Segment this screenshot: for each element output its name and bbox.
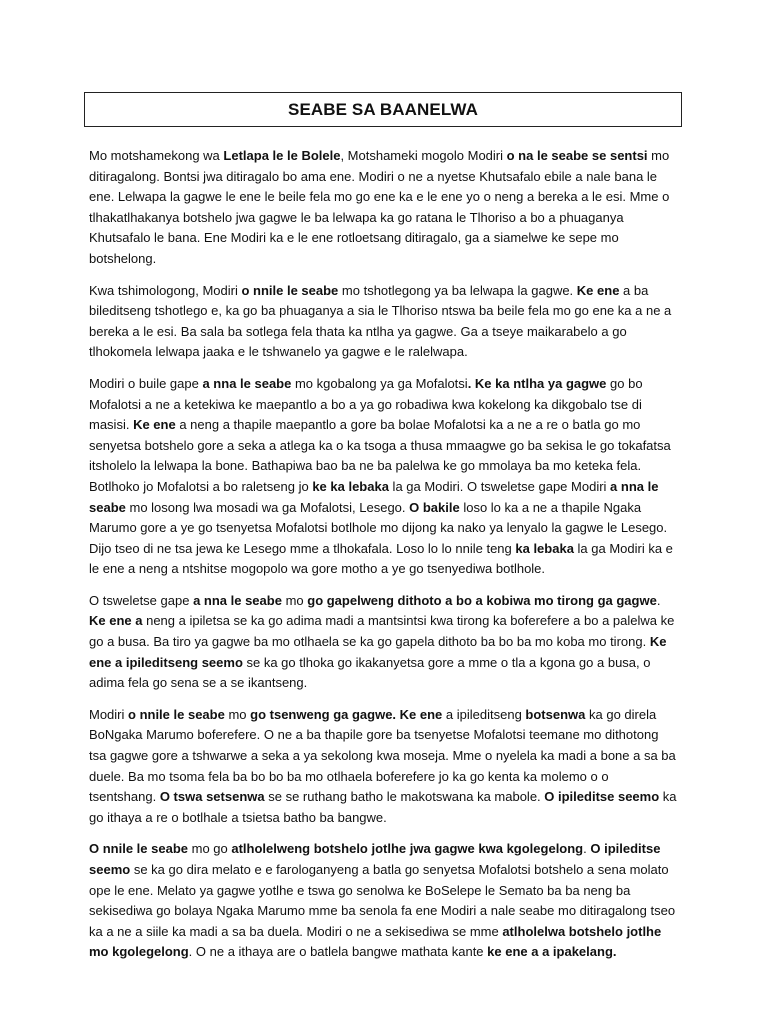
bold-text-run: O ipileditse seemo (89, 841, 661, 877)
bold-text-run: . Ke ka ntlha ya gagwe (467, 375, 607, 391)
paragraph-2 (89, 281, 679, 363)
text-run: ka go ithaya a re o botlhale a tsietsa batho ba bangwe. (89, 789, 677, 825)
bold-text-run: ke ka lebaka (312, 478, 389, 494)
text-run: mo kgobalong ya ga Mofalotsi (291, 375, 468, 391)
text-run: a neng a thapile maepantlo a gore ba bolae Mofalotsi ka a ne a re o batla go mo senyetsa botshelo gore a seka a atlega ka o ka tsoga a thusa mmaagwe go ba sekisa le go tokafatsa itsholelo la lelwapa la bone. Bathapiwa bao ba ne ba palelwa ke go mmolaya ba mo keteka fela. Botlhoko jo Mofalotsi a bo raletseng jo (89, 417, 671, 494)
text-run: a ipileditseng (442, 706, 526, 722)
paragraph-5 (89, 705, 679, 829)
bold-text-run: Ke ene a ipileditseng seemo (89, 634, 667, 670)
bold-text-run: go tsenweng ga gagwe. Ke ene (250, 706, 443, 722)
bold-text-run: O nnile le seabe (89, 841, 188, 857)
page-title: SEABE SA BAANELWA (288, 99, 478, 119)
text-run: mo (281, 592, 308, 608)
text-run: se ka go tlhoka go ikakanyetsa gore a mme o tla a kgona go a busa, o adima fela go sena se a se ikantseng. (89, 654, 651, 691)
bold-text-run: o na le seabe se sentsi (506, 148, 648, 163)
title-box (84, 92, 682, 127)
text-run: , Motshameki mogolo Modiri (340, 148, 507, 163)
bold-text-run: O bakile (409, 499, 460, 515)
text-run: Modiri (89, 706, 129, 722)
bold-text-run: ke ene a a ipakelang. (487, 944, 617, 960)
text-run: neng a ipiletsa se ka go adima madi a mantsintsi kwa tirong ka boferefere a bo a palelwa ke go a busa. Ba tiro ya gagwe ba mo otlhaela se ka go gapela dithoto ba bo ba mo koba mo tirong. (89, 613, 675, 650)
text-run: . (656, 592, 661, 608)
paragraph-4 (89, 591, 679, 694)
paragraph-1 (89, 146, 679, 270)
text-run: a ba bileditseng tshotlego e, ka go ba phuaganya a sia le Tlhoriso ntswa ba beile fela mo go ene ka a ne a bereka a le esi. Ba sala ba sotlega fela thata ka ntlha ya gagwe. Ga a tseye maikarabelo a go tlhokomela lelwapa jaaka e le tshwanelo ya gagwe e le ralelwapa. (89, 282, 672, 360)
text-run: Kwa tshimologong, Modiri (89, 282, 242, 298)
text-run: go bo Mofalotsi a ne a ketekiwa ke maepantlo a bo a ya go robadiwa kwa kokelong ka dikgobalo tse di masisi. (89, 375, 643, 433)
text-run: . (583, 841, 591, 857)
text-run: se se ruthang batho le makotswana ka mabole. (264, 789, 545, 805)
bold-text-run: Ke ene (576, 282, 620, 298)
text-run: la ga Modiri. O tsweletse gape Modiri (388, 478, 611, 494)
bold-text-run: a nna le seabe (89, 478, 659, 515)
bold-text-run: a nna le seabe (202, 375, 292, 391)
bold-text-run: botsenwa (525, 706, 586, 722)
text-run: Mo motshamekong wa (89, 148, 224, 163)
bold-text-run: Letlapa le le Bolele (223, 148, 341, 163)
text-run: loso lo ka a ne a thapile Ngaka Marumo gore a ye go tsenyetsa Mofalotsi botlhole mo dijong ka nako ya lenyalo la gagwe le Lesego. Dijo tseo di ne tsa jewa ke Lesego mme a tlhokafala. Loso lo lo nnile teng (89, 499, 668, 556)
bold-text-run: atlholelweng botshelo jotlhe jwa gagwe kwa kgolegelong (231, 841, 584, 857)
text-run: O tsweletse gape (89, 592, 194, 608)
text-run: . O ne a ithaya are o batlela bangwe mathata kante (188, 944, 488, 960)
paragraph-3 (89, 374, 679, 580)
bold-text-run: o nnile le seabe (241, 282, 339, 298)
bold-text-run: Ke ene a (89, 613, 143, 629)
bold-text-run: atlholelwa botshelo jotlhe mo kgolegelong (89, 923, 662, 960)
bold-text-run: a nna le seabe (193, 592, 282, 608)
bold-text-run: O ipileditse seemo (544, 789, 660, 805)
bold-text-run: ka lebaka (515, 540, 574, 556)
bold-text-run: O tswa setsenwa (159, 789, 265, 805)
text-run: mo ditiragalong. Bontsi jwa ditiragalo bo ama ene. Modiri o ne a nyetse Khutsafalo ebile a nale bana le ene. Lelwapa la gagwe le ene le beile fela mo go ene ka e le ene yo o neng a bereka a le esi. Mme o tlhakatlhakanya botshelo jwa gagwe le ba lelwapa ka go ratana le Tlhoriso a bo a phuaganya Khutsafalo le bana. Ene Modiri ka e le ene rotloetsang ditiragalo, ga a siamelwe ke sepe mo botshelong. (89, 148, 670, 266)
bold-text-run: Ke ene (133, 417, 176, 433)
text-run: mo losong lwa mosadi wa ga Mofalotsi, Lesego. (125, 499, 410, 515)
text-run: Modiri o buile gape (89, 375, 203, 391)
text-run: mo (224, 706, 251, 722)
text-run: mo tshotlegong ya ba lelwapa la gagwe. (338, 282, 577, 298)
text-run: la ga Modiri ka e le ene a neng a ntshitse mogopolo wa gore motho a ye go tsenyediwa botlhole. (89, 540, 673, 577)
text-run: ka go direla BoNgaka Marumo boferefere. O ne a ba thapile gore ba tsenyetse Mofalotsi teemane mo dithotong tsa gagwe gore a tshwarwe a seka a ya sekolong kwa moseja. Mme o nyelela ka madi a bone a sa ba duele. Ba mo tsoma fela ba bo bo ba mo otlhaela boferefere jo ka go kenta ka molemo o o tsentshang. (89, 706, 676, 805)
bold-text-run: o nnile le seabe (128, 706, 225, 722)
document-body (89, 146, 679, 974)
text-run: se ka go dira melato e e farologanyeng a batla go senyetsa Mofalotsi botshelo a sena molato ope le ene. Melato ya gagwe yotlhe e tswa go senolwa ke BoSelepe le Semato ba ba neng ba sekisediwa go bolaya Ngaka Marumo mme ba senola fa ene Modiri a nale seabe mo ditiragalong tseo ka a ne a siile ka madi a sa ba duela. Modiri o ne a sekisediwa se mme (89, 862, 676, 939)
bold-text-run: go gapelweng dithoto a bo a kobiwa mo tirong ga gagwe (307, 592, 657, 608)
paragraph-6 (89, 839, 679, 963)
text-run: mo go (188, 841, 232, 857)
